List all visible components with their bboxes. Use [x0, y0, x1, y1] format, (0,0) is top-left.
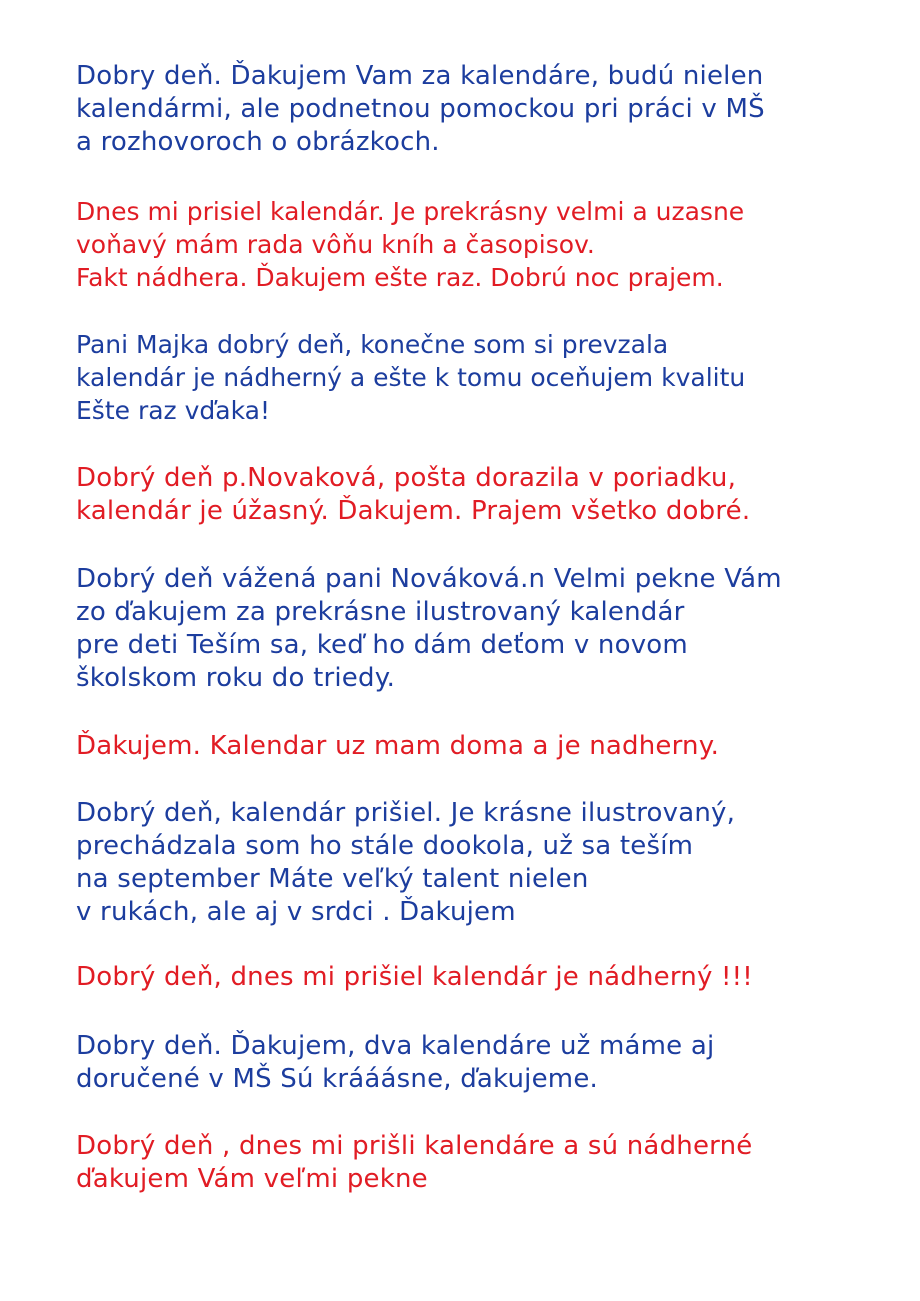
message-line: Ďakujem. Kalendar uz mam doma a je nadherny. — [76, 731, 720, 761]
thank-you-message — [76, 195, 744, 294]
message-line: voňavý mám rada vôňu kníh a časopisov. — [76, 230, 595, 259]
message-line: Pani Majka dobrý deň, konečne som si prevzala — [76, 330, 669, 359]
thank-you-message — [76, 961, 753, 994]
message-line: Dobry deň. Ďakujem Vam za kalendáre, budú nielen — [76, 61, 764, 91]
message-line: Ešte raz vďaka! — [76, 396, 270, 425]
thank-you-message — [76, 730, 719, 763]
thank-you-message — [76, 328, 745, 427]
message-line: Fakt nádhera. Ďakujem ešte raz. Dobrú noc prajem. — [76, 263, 724, 292]
message-line: prechádzala som ho stále dookola, už sa teším — [76, 831, 694, 861]
message-line: Dobrý deň p.Novaková, pošta dorazila v poriadku, — [76, 463, 737, 493]
message-line: pre deti Teším sa, keď ho dám deťom v novom — [76, 630, 688, 660]
thank-you-message — [76, 563, 782, 695]
message-line: Dobrý deň vážená pani Nováková.n Velmi pekne Vám — [76, 564, 782, 594]
thank-you-message — [76, 60, 765, 159]
message-line: kalendár je úžasný. Ďakujem. Prajem všetko dobré. — [76, 496, 751, 526]
message-line: Dnes mi prisiel kalendár. Je prekrásny velmi a uzasne — [76, 197, 745, 226]
message-line: Dobrý deň, kalendár prišiel. Je krásne ilustrovaný, — [76, 798, 736, 828]
message-line: na september Máte veľký talent nielen — [76, 864, 589, 894]
message-line: v rukách, ale aj v srdci . Ďakujem — [76, 897, 516, 927]
thank-you-message — [76, 1130, 752, 1196]
message-line: zo ďakujem za prekrásne ilustrovaný kalendár — [76, 597, 685, 627]
message-line: kalendármi, ale podnetnou pomockou pri práci v MŠ — [76, 94, 765, 124]
thank-you-message — [76, 797, 735, 929]
message-line: školskom roku do triedy. — [76, 663, 396, 693]
message-line: a rozhovoroch o obrázkoch. — [76, 127, 440, 157]
message-line: ďakujem Vám veľmi pekne — [76, 1164, 428, 1194]
message-line: doručené v MŠ Sú krááásne, ďakujeme. — [76, 1064, 598, 1094]
message-line: Dobrý deň, dnes mi prišiel kalendár je nádherný !!! — [76, 962, 753, 992]
thank-you-message — [76, 462, 750, 528]
message-line: Dobrý deň , dnes mi prišli kalendáre a sú nádherné — [76, 1131, 753, 1161]
message-line: kalendár je nádherný a ešte k tomu oceňujem kvalitu — [76, 363, 746, 392]
thank-you-message — [76, 1030, 714, 1096]
message-line: Dobry deň. Ďakujem, dva kalendáre už máme aj — [76, 1031, 715, 1061]
